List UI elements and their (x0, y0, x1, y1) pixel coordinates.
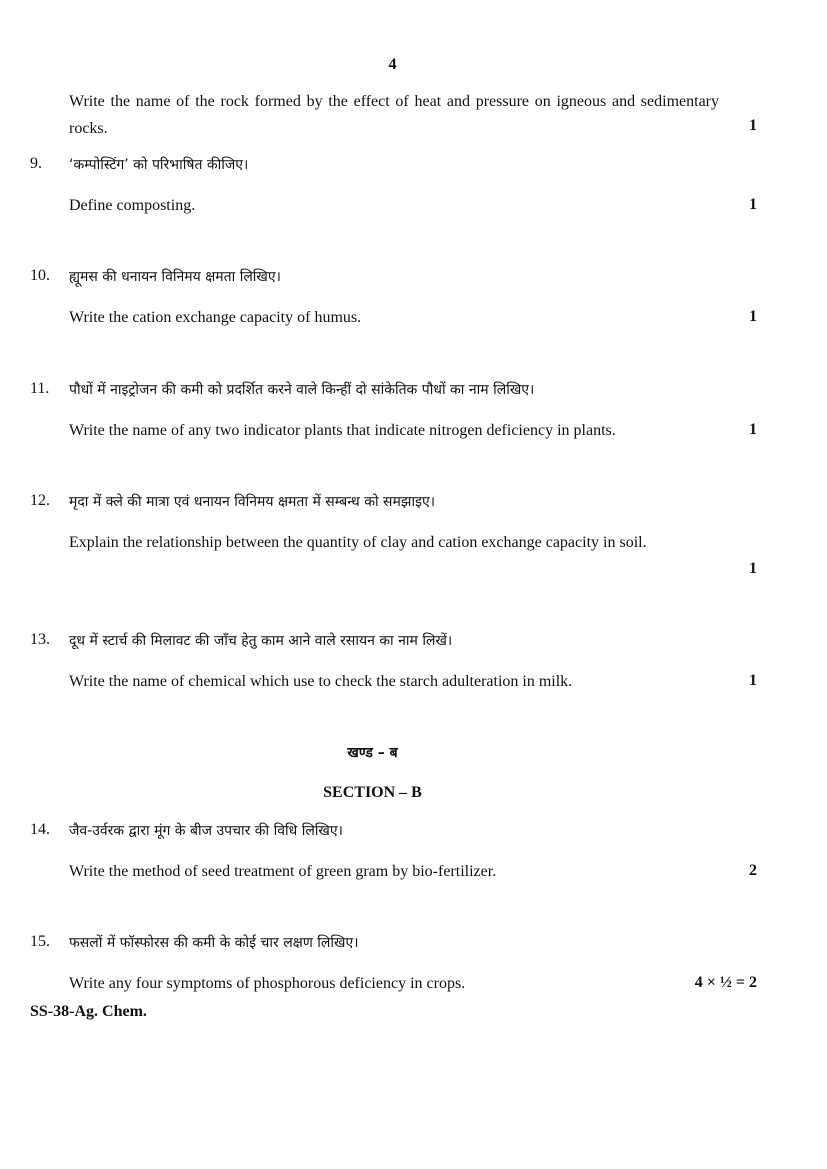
question-13-english: Write the name of chemical which use to check the starch adulteration in milk. (69, 673, 573, 690)
question-11-marks: 1 (749, 421, 757, 438)
question-9-hindi: ‘कम्पोस्टिंग’ को परिभाषित कीजिए। (69, 157, 249, 173)
question-15-english: Write any four symptoms of phosphorous deficiency in crops. (69, 975, 466, 992)
question-11-english: Write the name of any two indicator plants that indicate nitrogen deficiency in plants. (69, 422, 616, 439)
question-10-english: Write the cation exchange capacity of humus. (69, 309, 362, 326)
question-15-marks: 4 × ½ = 2 (694, 974, 757, 991)
question-14-marks: 2 (749, 862, 757, 879)
question-13-marks: 1 (749, 672, 757, 689)
question-12-hindi: मृदा में क्ले की मात्रा एवं धनायन विनिमय क्षमता में सम्बन्ध को समझाइए। (69, 494, 436, 510)
question-10-marks: 1 (749, 308, 757, 325)
question-13-number: 13. (30, 631, 50, 648)
question-12-english: Explain the relationship between the quantity of clay and cation exchange capacity in soil. (69, 534, 647, 551)
question-8-english: Write the name of the rock formed by the effect of heat and pressure on igneous and sedimentary rocks. (69, 93, 719, 137)
question-8-marks: 1 (749, 117, 757, 134)
question-12-marks: 1 (749, 560, 757, 577)
question-11-hindi: पौधों में नाइट्रोजन की कमी को प्रदर्शित करने वाले किन्हीं दो सांकेतिक पौधों का नाम लिखिए। (69, 382, 535, 398)
section-heading-hindi: खण्ड – ब (347, 745, 398, 761)
question-15-number: 15. (30, 933, 50, 950)
question-10-hindi: ह्यूमस की धनायन विनिमय क्षमता लिखिए। (69, 269, 281, 285)
question-14-english: Write the method of seed treatment of green gram by bio-fertilizer. (69, 863, 497, 880)
question-14-number: 14. (30, 821, 50, 838)
page-number: 4 (388, 56, 397, 73)
paper-code-footer: SS-38-Ag. Chem. (30, 1003, 147, 1020)
question-9-english: Define composting. (69, 197, 196, 214)
section-heading-english: SECTION – B (323, 784, 422, 801)
question-12-number: 12. (30, 492, 50, 509)
question-13-hindi: दूध में स्टार्च की मिलावट की जाँच हेतु काम आने वाले रसायन का नाम लिखें। (69, 633, 453, 649)
question-14-hindi: जैव-उर्वरक द्वारा मूंग के बीज उपचार की विधि लिखिए। (69, 823, 343, 839)
question-9-marks: 1 (749, 196, 757, 213)
question-11-number: 11. (30, 380, 50, 397)
question-9-number: 9. (30, 155, 42, 172)
question-15-hindi: फसलों में फॉस्फोरस की कमी के कोई चार लक्षण लिखिए। (69, 935, 359, 951)
question-10-number: 10. (30, 267, 50, 284)
